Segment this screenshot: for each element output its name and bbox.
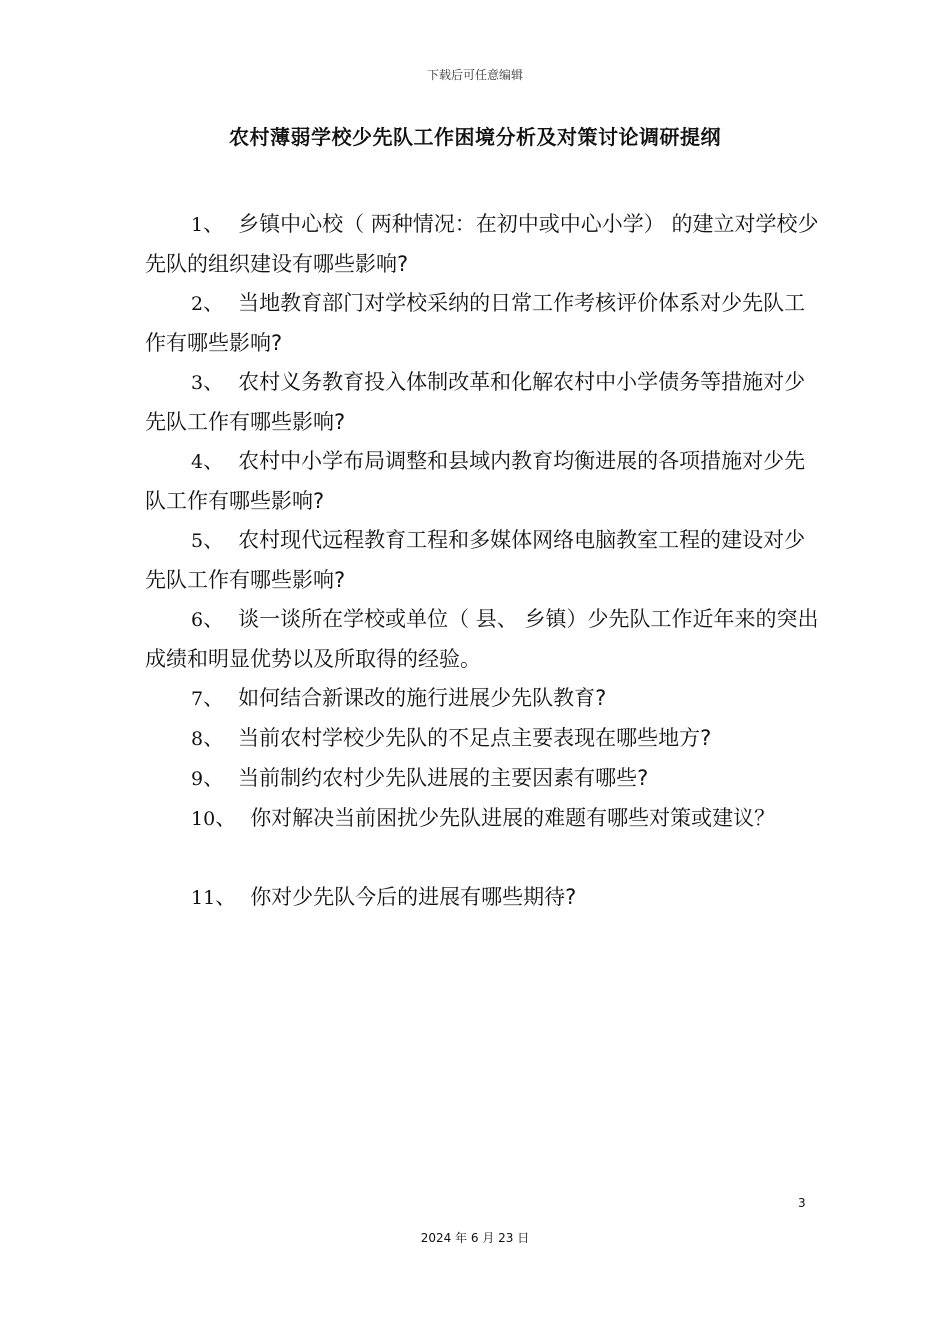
question-text: 当前制约农村少先队进展的主要因素有哪些? <box>238 766 649 790</box>
question-item-10 <box>145 799 825 839</box>
question-separator: 、 <box>203 528 225 552</box>
question-item-7 <box>145 679 825 719</box>
footer-date: 2024 年 6 月 23 日 <box>420 1231 530 1245</box>
question-separator: 、 <box>203 291 225 315</box>
question-separator: 、 <box>203 766 225 790</box>
question-text: 农村义务教育投入体制改革和化解农村中小学债务等措施对少先队工作有哪些影响? <box>145 370 806 434</box>
question-number: 6 <box>191 609 204 631</box>
question-number: 7 <box>191 688 204 710</box>
question-item-8 <box>145 719 825 759</box>
question-item-9 <box>145 759 825 799</box>
question-text: 乡镇中心校（ 两种情况：在初中或中心小学） 的建立对学校少先队的组织建设有哪些影响? <box>145 212 819 276</box>
question-number: 11 <box>191 887 216 909</box>
question-text: 谈一谈所在学校或单位（ 县、 乡镇）少先队工作近年来的突出成绩和明显优势以及所取得的经验。 <box>145 607 819 671</box>
page-number: 3 <box>798 1196 806 1210</box>
question-separator: 、 <box>203 607 225 631</box>
question-number: 10 <box>191 808 216 830</box>
question-separator: 、 <box>203 370 225 394</box>
question-text: 当地教育部门对学校采纳的日常工作考核评价体系对少先队工作有哪些影响? <box>145 291 806 355</box>
question-text: 当前农村学校少先队的不足点主要表现在哪些地方? <box>238 726 712 750</box>
question-number: 3 <box>191 372 204 394</box>
question-number: 5 <box>191 530 204 552</box>
question-separator: 、 <box>203 726 225 750</box>
document-title: 农村薄弱学校少先队工作困境分析及对策讨论调研提纲 <box>229 125 721 149</box>
question-item-4 <box>145 442 825 521</box>
question-text: 如何结合新课改的施行进展少先队教育? <box>238 686 607 710</box>
question-separator: 、 <box>215 885 237 909</box>
question-item-6 <box>145 600 825 679</box>
question-item-5 <box>145 521 825 600</box>
question-number: 1 <box>191 214 204 236</box>
question-separator: 、 <box>203 449 225 473</box>
question-number: 4 <box>191 451 204 473</box>
question-separator: 、 <box>215 806 237 830</box>
question-number: 8 <box>191 728 204 750</box>
question-item-1 <box>145 205 825 284</box>
header-note: 下载后可任意编辑 <box>426 68 523 82</box>
question-text: 你对少先队今后的进展有哪些期待? <box>250 885 577 909</box>
question-item-11 <box>145 878 825 918</box>
question-number: 2 <box>191 293 204 315</box>
question-separator: 、 <box>203 212 225 236</box>
question-separator: 、 <box>203 686 225 710</box>
question-text: 农村现代远程教育工程和多媒体网络电脑教室工程的建设对少先队工作有哪些影响? <box>145 528 806 592</box>
question-item-3 <box>145 363 825 442</box>
question-number: 9 <box>191 768 204 790</box>
question-text: 农村中小学布局调整和县域内教育均衡进展的各项措施对少先队工作有哪些影响? <box>145 449 806 513</box>
question-item-2 <box>145 284 825 363</box>
question-list <box>145 205 825 918</box>
question-text: 你对解决当前困扰少先队进展的难题有哪些对策或建议？ <box>250 806 776 830</box>
